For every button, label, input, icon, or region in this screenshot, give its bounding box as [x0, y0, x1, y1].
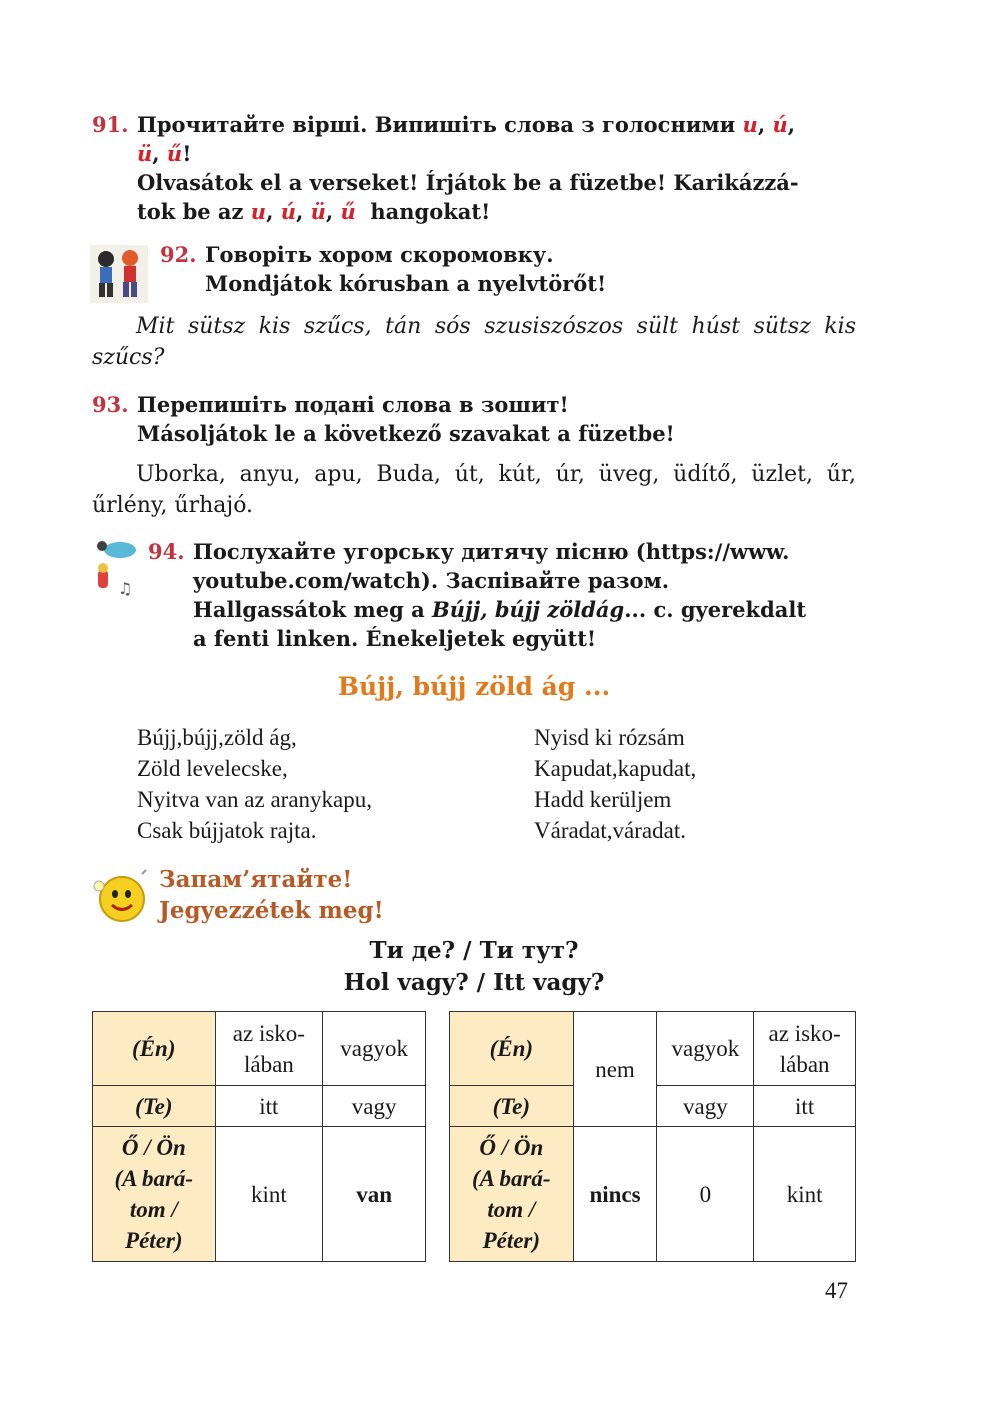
song-title: Bújj, bújj zöld ág ... — [337, 672, 611, 701]
exercise-number: 94. — [148, 539, 185, 564]
tongue-twister: Mit sütsz kis szűcs, tán sós szusiszószos sült húst sütsz kis szűcs? — [92, 314, 856, 370]
verse-line: Bújj,bújj,zöld ág, — [137, 725, 297, 750]
table-cell: vagyok — [657, 1012, 754, 1086]
page-number: 47 — [825, 1278, 848, 1303]
grammar-title: Ти де? / Ти тут? Hol vagy? / Itt vagy? — [343, 937, 605, 996]
table-cell: nincs — [573, 1127, 657, 1262]
table-cell: nem — [573, 1012, 657, 1127]
remember-hu: Jegyezzétek meg! — [159, 897, 384, 924]
word-list: Uborka, anyu, apu, Buda, út, kút, úr, üveg, üdítő, üzlet, űr, űrlény, űrhajó. — [92, 462, 856, 518]
exercise-91 — [92, 110, 862, 226]
task-ua-cont: youtube.com/watch). Заспівайте разом. — [193, 568, 670, 593]
task-ua: Послухайте угорську дитячу пісню (https://www. — [193, 539, 790, 564]
song-right-column — [534, 722, 696, 846]
verse-line: Váradat,váradat. — [534, 818, 686, 843]
grammar-table-negative — [449, 1011, 856, 1262]
verse-line: Zöld levelecske, — [137, 756, 288, 781]
table-cell: (Én) — [450, 1012, 574, 1086]
exercise-number: 91. — [92, 112, 129, 137]
table-cell: az isko- lában — [754, 1012, 856, 1086]
grammar-table-affirmative — [92, 1011, 426, 1262]
task-hu: Másoljátok le a következő szavakat a füzetbe! — [137, 421, 675, 446]
table-cell: itt — [215, 1086, 323, 1127]
table-cell: (Te) — [450, 1086, 574, 1127]
table-cell: vagy — [657, 1086, 754, 1127]
task-hu: Olvasátok el a verseket! Írjátok be a füzetbe! Karikázzá- — [137, 170, 799, 195]
table-cell: vagyok — [323, 1012, 426, 1086]
table-cell: Ő / Ön (A bará- tom / Péter) — [450, 1127, 574, 1262]
table-cell: (Én) — [93, 1012, 216, 1086]
svg-text:♫: ♫ — [118, 579, 133, 598]
remember-box — [159, 864, 384, 926]
task-ua: Прочитайте вірші. Випишіть слова з голосними u, ú, — [137, 112, 796, 137]
verse-line: Kapudat,kapudat, — [534, 756, 697, 781]
task-hu-cont: tok be az u, ú, ü, ű hangokat! — [137, 199, 491, 224]
exercise-94 — [148, 537, 868, 653]
table-cell: kint — [215, 1127, 323, 1262]
task-hu: Mondjátok kórusban a nyelvtörőt! — [205, 271, 607, 296]
task-hu: Hallgassátok meg a Bújj, bújj zöldág... c. gyerekdalt — [193, 597, 807, 622]
task-hu-cont: a fenti linken. Énekeljetek együtt! — [193, 626, 597, 651]
table-cell: Ő / Ön (A bará- tom / Péter) — [93, 1127, 216, 1262]
table-cell: itt — [754, 1086, 856, 1127]
kids-illustration-icon — [90, 245, 148, 303]
task-ua: Говоріть хором скоромовку. — [205, 242, 554, 267]
exercise-number: 92. — [160, 242, 197, 267]
table-cell: az isko- lában — [215, 1012, 323, 1086]
verse-line: Csak bújjatok rajta. — [137, 818, 317, 843]
song-left-column — [137, 722, 372, 846]
exercise-number: 93. — [92, 392, 129, 417]
table-cell: van — [323, 1127, 426, 1262]
exercise-92 — [160, 240, 760, 298]
table-cell: vagy — [323, 1086, 426, 1127]
remember-ua: Запам’ятайте! — [159, 866, 353, 893]
exercise-93 — [92, 390, 862, 448]
task-ua-cont: ü, ű! — [137, 141, 192, 166]
table-cell: 0 — [657, 1127, 754, 1262]
smiley-lightbulb-icon — [90, 866, 150, 926]
task-ua: Перепишіть подані слова в зошит! — [137, 392, 569, 417]
table-cell: kint — [754, 1127, 856, 1262]
table-cell: (Te) — [93, 1086, 216, 1127]
music-illustration-icon — [90, 538, 138, 600]
verse-line: Nyisd ki rózsám — [534, 725, 685, 750]
verse-line: Hadd kerüljem — [534, 787, 672, 812]
verse-line: Nyitva van az aranykapu, — [137, 787, 373, 812]
